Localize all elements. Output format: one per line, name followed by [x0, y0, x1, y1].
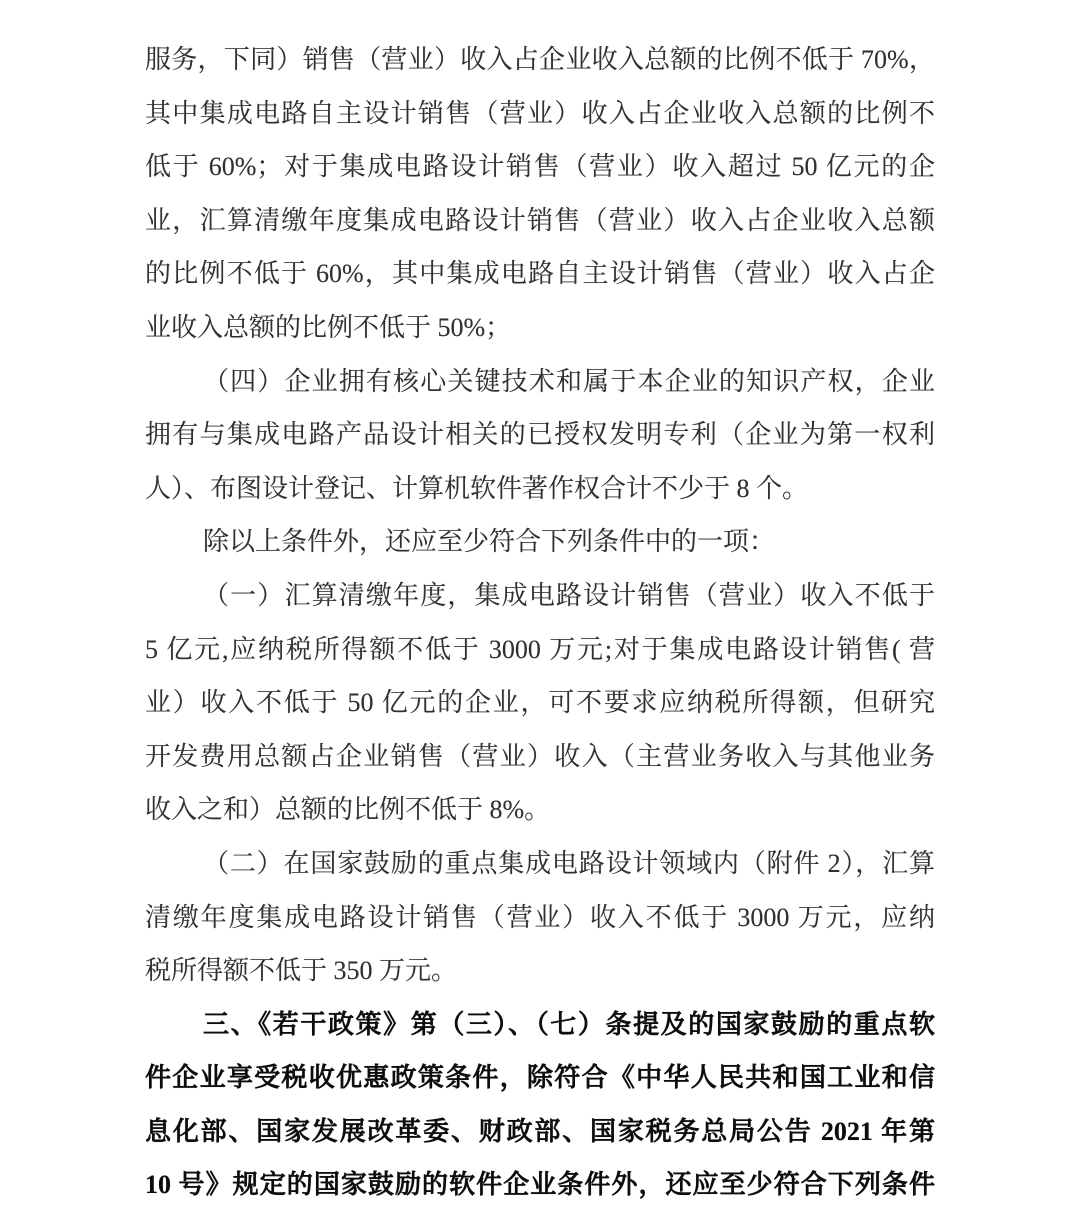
document-line: 拥有与集成电路产品设计相关的已授权发明专利（企业为第一权利 [145, 420, 935, 450]
document-line: 5 亿元,应纳税所得额不低于 3000 万元;对于集成电路设计销售( 营 [145, 634, 935, 664]
document-line: 服务，下同）销售（营业）收入占企业收入总额的比例不低于 70%， [145, 45, 935, 74]
document-line: （四）企业拥有核心关键技术和属于本企业的知识产权，企业 [203, 366, 935, 396]
document-line: （二）在国家鼓励的重点集成电路设计领域内（附件 2），汇算 [203, 848, 935, 878]
document-line: 三、《若干政策》第（三）、（七）条提及的国家鼓励的重点软 [203, 1009, 935, 1039]
document-line: 人）、布图设计登记、计算机软件著作权合计不少于 8 个。 [145, 473, 809, 503]
document-line: 收入之和）总额的比例不低于 8%。 [145, 795, 551, 825]
document-line: 业，汇算清缴年度集成电路设计销售（营业）收入占企业收入总额 [145, 205, 935, 235]
document-line: 业收入总额的比例不低于 50%； [145, 312, 512, 342]
document-text-block [145, 33, 935, 1212]
document-line: 息化部、国家发展改革委、财政部、国家税务总局公告 2021 年第 [145, 1116, 935, 1146]
document-line: 清缴年度集成电路设计销售（营业）收入不低于 3000 万元，应纳 [145, 902, 935, 932]
document-line: 的比例不低于 60%，其中集成电路自主设计销售（营业）收入占企 [145, 259, 935, 289]
document-line: 10 号》规定的国家鼓励的软件企业条件外，还应至少符合下列条件 [145, 1170, 935, 1200]
document-line: 税所得额不低于 350 万元。 [145, 956, 458, 986]
document-line: 其中集成电路自主设计销售（营业）收入占企业收入总额的比例不 [145, 98, 935, 128]
document-line: 业）收入不低于 50 亿元的企业，可不要求应纳税所得额，但研究 [145, 688, 935, 718]
document-line: （一）汇算清缴年度，集成电路设计销售（营业）收入不低于 [203, 580, 935, 610]
document-line: 开发费用总额占企业销售（营业）收入（主营业务收入与其他业务 [145, 741, 935, 771]
document-line: 低于 60%；对于集成电路设计销售（营业）收入超过 50 亿元的企 [145, 152, 935, 182]
document-line: 除以上条件外，还应至少符合下列条件中的一项： [203, 527, 776, 557]
document-line: 件企业享受税收优惠政策条件，除符合《中华人民共和国工业和信 [145, 1063, 935, 1093]
